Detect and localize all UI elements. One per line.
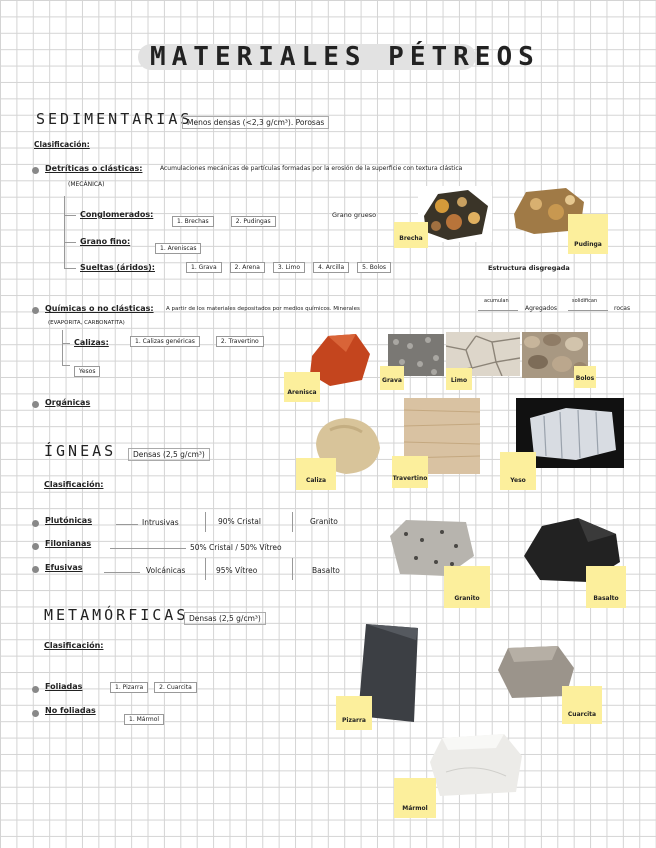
conglomerados-items (172, 208, 276, 227)
arrow (110, 548, 186, 549)
detriticas-label: Detríticas o clásticas: (45, 164, 143, 173)
sedimentarias-clasif: Clasificación: (34, 140, 90, 149)
yesos-box (74, 358, 100, 377)
sueltas-item: 2. Arena (230, 262, 265, 273)
heading-metamorficas: METAMÓRFICAS (44, 606, 189, 624)
sticky-travertino: Travertino (392, 456, 428, 488)
divider (292, 558, 293, 580)
calizas-items (130, 336, 264, 347)
calizas-item: 2. Travertino (216, 336, 264, 347)
agregados-label: Agregados (525, 305, 558, 312)
igneas-row-pct: 95% Vítreo (216, 566, 258, 575)
quimicas-desc: A partir de los materiales depositados por medios químicos. Minerales (166, 306, 360, 312)
heading-igneas: ÍGNEAS (44, 442, 117, 460)
sticky-arenisca: Arenisca (284, 372, 320, 402)
foliadas-item: 2. Cuarcita (154, 682, 197, 693)
tree-arrow (62, 343, 70, 344)
bullet (32, 401, 39, 408)
divider (205, 558, 206, 580)
arrow (116, 524, 138, 525)
page-title: MATERIALES PÉTREOS (150, 42, 540, 72)
sticky-grava: Grava (380, 366, 404, 390)
divider (205, 512, 206, 532)
metamorficas-clasif: Clasificación: (44, 641, 104, 650)
arrow (478, 310, 518, 311)
bullet (32, 520, 39, 527)
igneas-row-name: Efusivas (45, 563, 83, 572)
igneas-row-name: Plutónicas (45, 516, 92, 525)
nofoliadas-items (124, 706, 164, 725)
bullet (32, 566, 39, 573)
grano-fino-label: Grano fino: (80, 237, 131, 246)
tree-arrow (64, 242, 76, 243)
calizas-label: Calizas: (74, 338, 109, 347)
igneas-row-type: Intrusivas (142, 518, 179, 527)
foliadas-label: Foliadas (45, 682, 83, 691)
igneas-row-pct: 50% Cristal / 50% Vítreo (190, 543, 282, 552)
foliadas-items (110, 682, 197, 693)
sticky-basalto: Basalto (586, 566, 626, 608)
arrow (104, 572, 140, 573)
sueltas-item: 3. Limo (273, 262, 305, 273)
nofoliadas-label: No foliadas (45, 706, 96, 715)
tree-arrow (64, 215, 76, 216)
congl-item: 1. Brechas (172, 216, 214, 227)
evaporita-label: (EVAPORITA, CARBONATITA) (48, 320, 125, 326)
sticky-pudinga: Pudinga (568, 214, 608, 254)
heading-sedimentarias: SEDIMENTARIAS (36, 110, 193, 128)
tree-line (62, 330, 63, 366)
sueltas-item: 5. Bolos (357, 262, 391, 273)
sticky-caliza: Caliza (296, 458, 336, 490)
igneas-row-pct: 90% Cristal (218, 517, 261, 526)
sticky-cuarcita: Cuarcita (562, 686, 602, 724)
metamorficas-note: Densas (2,5 g/cm³) (184, 612, 266, 625)
igneas-row-ex: Basalto (312, 566, 340, 575)
sedimentarias-note: Menos densas (<2,3 g/cm³). Porosas (182, 116, 329, 129)
bullet (32, 167, 39, 174)
bullet (32, 543, 39, 550)
igneas-row-name: Filonianas (45, 539, 92, 548)
sueltas-item: 4. Arcilla (313, 262, 349, 273)
congl-note: Grano grueso (332, 211, 377, 219)
sticky-yeso: Yeso (500, 452, 536, 490)
nofoliadas-item: 1. Mármol (124, 714, 164, 725)
igneas-row-type: Volcánicas (146, 566, 186, 575)
rocas-label: rocas (614, 305, 631, 312)
bullet (32, 686, 39, 693)
brecha-photo (418, 186, 492, 242)
foliadas-item: 1. Pizarra (110, 682, 148, 693)
igneas-clasif: Clasificación: (44, 480, 104, 489)
quimicas-label: Químicas o no clásticas: (45, 304, 154, 313)
sueltas-item: 1. Grava (186, 262, 222, 273)
divider (292, 512, 293, 532)
congl-item: 2. Pudingas (231, 216, 276, 227)
tree-arrow (64, 268, 76, 269)
solidifican-label: solidifican (572, 298, 598, 304)
tree-arrow (62, 365, 70, 366)
sticky-brecha: Brecha (394, 222, 428, 248)
detriticas-desc: Acumulaciones mecánicas de partículas formadas por la erosión de la superficie con textura clástica (160, 165, 463, 172)
igneas-row-ex: Granito (310, 517, 338, 526)
sticky-limo: Limo (446, 368, 472, 390)
sticky-bolos: Bolos (574, 366, 596, 388)
bullet (32, 307, 39, 314)
grano-fino-item: 1. Areniscas (155, 243, 201, 254)
yesos-label: Yesos (74, 366, 100, 377)
sticky-granito: Granito (444, 566, 490, 608)
tree-line (64, 196, 65, 268)
arrow (568, 310, 608, 311)
sueltas-note: Estructura disgregada (488, 264, 570, 272)
igneas-note: Densas (2,5 g/cm³) (128, 448, 210, 461)
grano-fino-items (155, 235, 201, 254)
sticky-marmol: Mármol (394, 778, 436, 818)
acumulan-label: acumulan (484, 298, 509, 304)
sticky-pizarra: Pizarra (336, 696, 372, 730)
mecanica-label: (MECÁNICA) (68, 181, 105, 188)
conglomerados-label: Conglomerados: (80, 210, 154, 219)
bullet (32, 710, 39, 717)
sueltas-items (186, 262, 391, 273)
calizas-item: 1. Calizas genéricas (130, 336, 200, 347)
sueltas-label: Sueltas (áridos): (80, 263, 155, 272)
marmol-photo (426, 732, 524, 800)
organicas-label: Orgánicas (45, 398, 91, 407)
